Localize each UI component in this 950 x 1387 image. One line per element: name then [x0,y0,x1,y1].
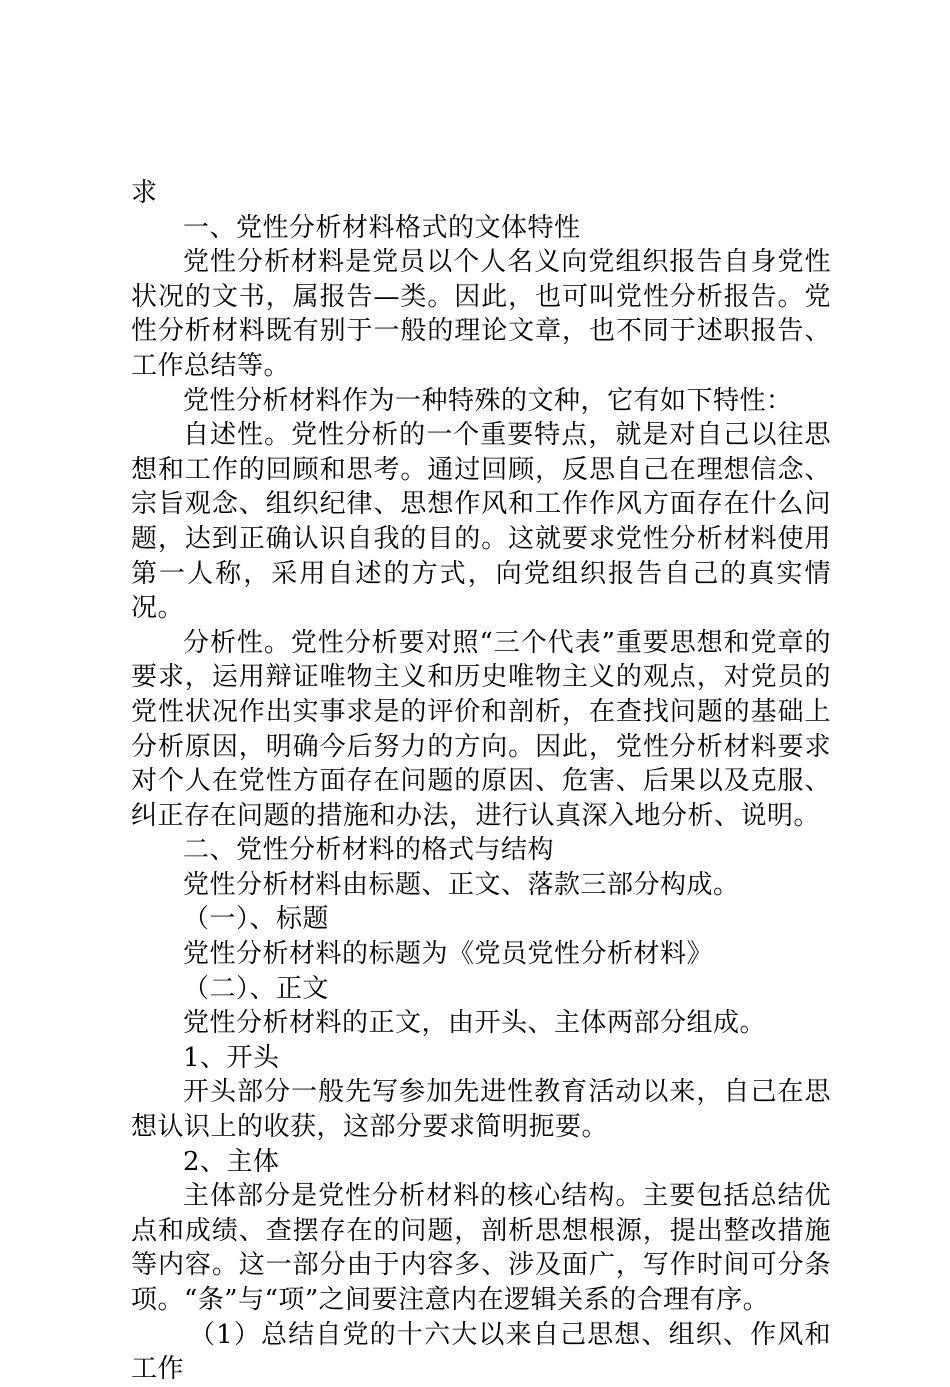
subheading-body: （二）、正文 [183,973,330,1004]
paragraph: 党性分析材料是党员以个人名义向党组织报告自身党性状况的文书，属报告—类。因此，也可叫党性分析报告。党性分析材料既有别于一般的理论文章，也不同于述职报告、工作总结等。 [131,247,831,381]
paragraph: 党性分析材料由标题、正文、落款三部分构成。 [183,869,740,900]
paragraph: 党性分析材料作为一种特殊的文种，它有如下特性： [183,385,793,416]
paragraph: 自述性。党性分析的一个重要特点，就是对自己以往思想和工作的回顾和思考。通过回顾，反思自己在理想信念、宗旨观念、组织纪律、思想作风和工作作风方面存在什么问题，达到正确认识自我的目的。这就要求党性分析材料使用第一人称，采用自述的方式，向党组织报告自己的真实情况。 [131,420,831,624]
paragraph: 分析性。党性分析要对照“三个代表”重要思想和党章的要求，运用辩证唯物主义和历史唯物主义的观点，对党员的党性状况作出实事求是的评价和剖析，在查找问题的基础上分析原因，明确今后努力的方向。因此，党性分析材料要求对个人在党性方面存在问题的原因、危害、后果以及克服、纠正存在问题的措施和办法，进行认真深入地分析、说明。 [131,627,831,831]
paragraph-continuation: 求 [131,178,158,208]
document-body [131,176,831,1387]
subheading-main: 2、主体 [183,1146,280,1177]
paragraph: 开头部分一般先写参加先进性教育活动以来，自己在思想认识上的收获，这部分要求简明扼要。 [131,1077,831,1143]
subheading-title: （一）、标题 [183,904,330,935]
subheading-opening: 1、开头 [183,1042,280,1073]
paragraph: 党性分析材料的正文，由开头、主体两部分组成。 [183,1008,767,1039]
paragraph: 党性分析材料的标题为《党员党性分析材料》 [183,939,714,970]
list-item: （1）总结自党的十六大以来自己思想、组织、作风和工作 [131,1319,831,1385]
section-heading-1: 一、党性分析材料格式的文体特性 [183,212,581,243]
section-heading-2: 二、党性分析材料的格式与结构 [183,835,555,866]
paragraph: 主体部分是党性分析材料的核心结构。主要包括总结优点和成绩、查摆存在的问题，剖析思想根源，提出整改措施等内容。这一部分由于内容多、涉及面广，写作时间可分条项。“条”与“项”之间要注意内在逻辑关系的合理有序。 [131,1181,831,1315]
